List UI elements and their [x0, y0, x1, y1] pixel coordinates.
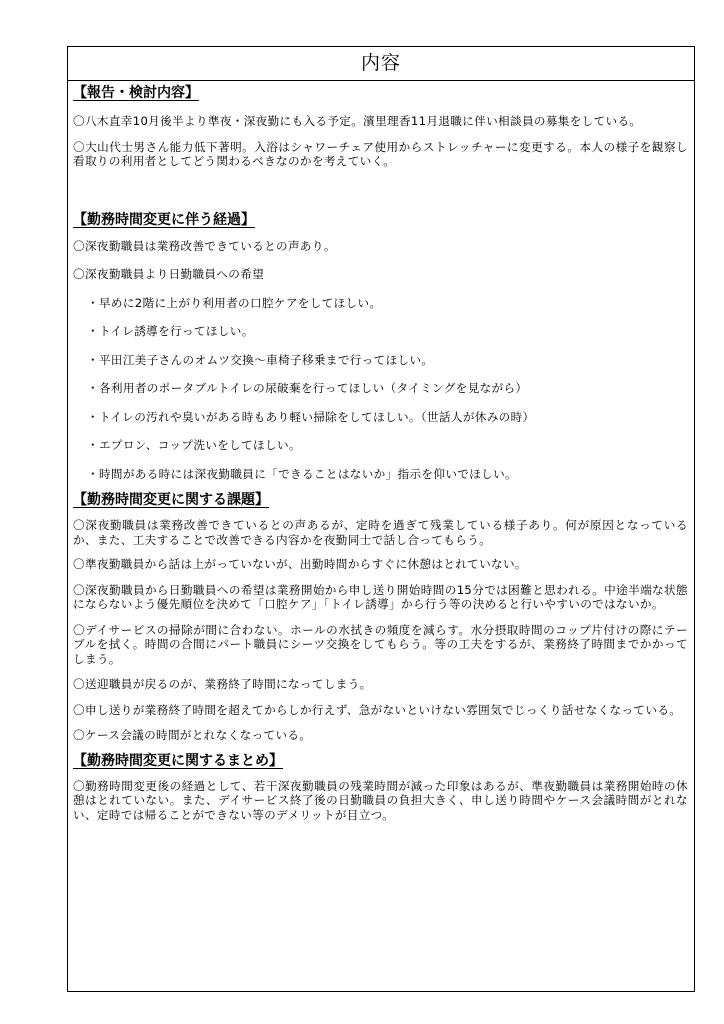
issue-item: 〇準夜勤職員から話は上がっていないが、出勤時間からすぐに休憩はとれていない。: [73, 557, 527, 571]
progress-item: 〇深夜勤職員は業務改善できているとの声あり。: [73, 238, 336, 253]
section-title-issues: 【勤務時間変更に関する課題】: [73, 492, 269, 508]
progress-item: 〇深夜勤職員より日勤職員への希望: [73, 267, 265, 281]
summary-item: 〇勤務時間変更後の経過として、若干深夜勤職員の残業時間が減った印象はあるが、準夜勤職員は業務開始時の休憩はとれていない。また、デイサービス終了後の日勤職員の負担大きく、申し送り時間やケース会議時間がとれない、定時では帰ることができない等のデメリットが目立つ。: [73, 778, 688, 822]
content-header: 内容: [68, 47, 694, 81]
section-title-summary: 【勤務時間変更に関するまとめ】: [73, 752, 283, 769]
issue-item: 〇デイサービスの掃除が間に合わない。ホールの水拭きの頻度を減らす。水分摂取時間のコップ片付けの際にテーブルを拭く。時間の合間にパート職員にシーツ交換をしてもらう。等の工夫をするが、業務終了時間までかかってしまう。: [73, 622, 688, 666]
issue-item: 〇申し送りが業務終了時間を超えてからしか行えず、急がないといけない雰囲気でじっくり話せなくなっている。: [73, 702, 682, 717]
issue-item: 〇深夜勤職員から日勤職員への希望は業務開始から申し送り開始時間の15分では困難と思われる。中途半端な状態にならないよう優先順位を決めて「口腔ケア」「トイレ誘導」から行う等の決めると行いやすいのではないか。: [73, 582, 688, 611]
minutes-sheet: [67, 46, 695, 992]
issue-item: 〇深夜勤職員は業務改善できているとの声あるが、定時を過ぎて残業している様子あり。何が原因となっているか、また、工夫することで改善できる内容かを夜勤同士で話し合ってもらう。: [73, 518, 688, 547]
request-bullet: ・各利用者のポータブルトイレの尿破棄を行ってほしい（タイミングを見ながら）: [87, 381, 528, 395]
request-bullet: ・平田江美子さんのオムツ交換～車椅子移乗まで行ってほしい。: [87, 352, 434, 367]
request-bullet: ・トイレ誘導を行ってほしい。: [87, 324, 254, 338]
request-bullet: ・時間がある時には深夜勤職員に「できることはないか」指示を仰いでほしい。: [87, 466, 517, 481]
section-title-report: 【報告・検討内容】: [73, 85, 199, 101]
issue-item: 〇ケース会議の時間がとれなくなっている。: [73, 728, 312, 742]
request-bullet: ・トイレの汚れや臭いがある時もあり軽い掃除をしてほしい。（世話人が休みの時）: [87, 409, 535, 424]
request-bullet: ・早めに2階に上がり利用者の口腔ケアをしてほしい。: [87, 295, 382, 310]
section-title-progress: 【勤務時間変更に伴う経過】: [73, 211, 255, 228]
issue-item: 〇送迎職員が戻るのが、業務終了時間になってしまう。: [73, 677, 372, 691]
request-bullet: ・エプロン、コップ洗いをしてほしい。: [87, 438, 301, 452]
report-item: 〇八木直幸10月後半より準夜・深夜勤にも入る予定。濱里理香11月退職に伴い相談員の募集をしている。: [73, 114, 642, 128]
report-item: 〇大山代士男さん能力低下著明。入浴はシャワーチェア使用からストレッチャーに変更する。本人の様子を観察し看取りの利用者としてどう関わるべきなのかを考えていく。: [73, 139, 688, 168]
content-body: [68, 81, 694, 822]
